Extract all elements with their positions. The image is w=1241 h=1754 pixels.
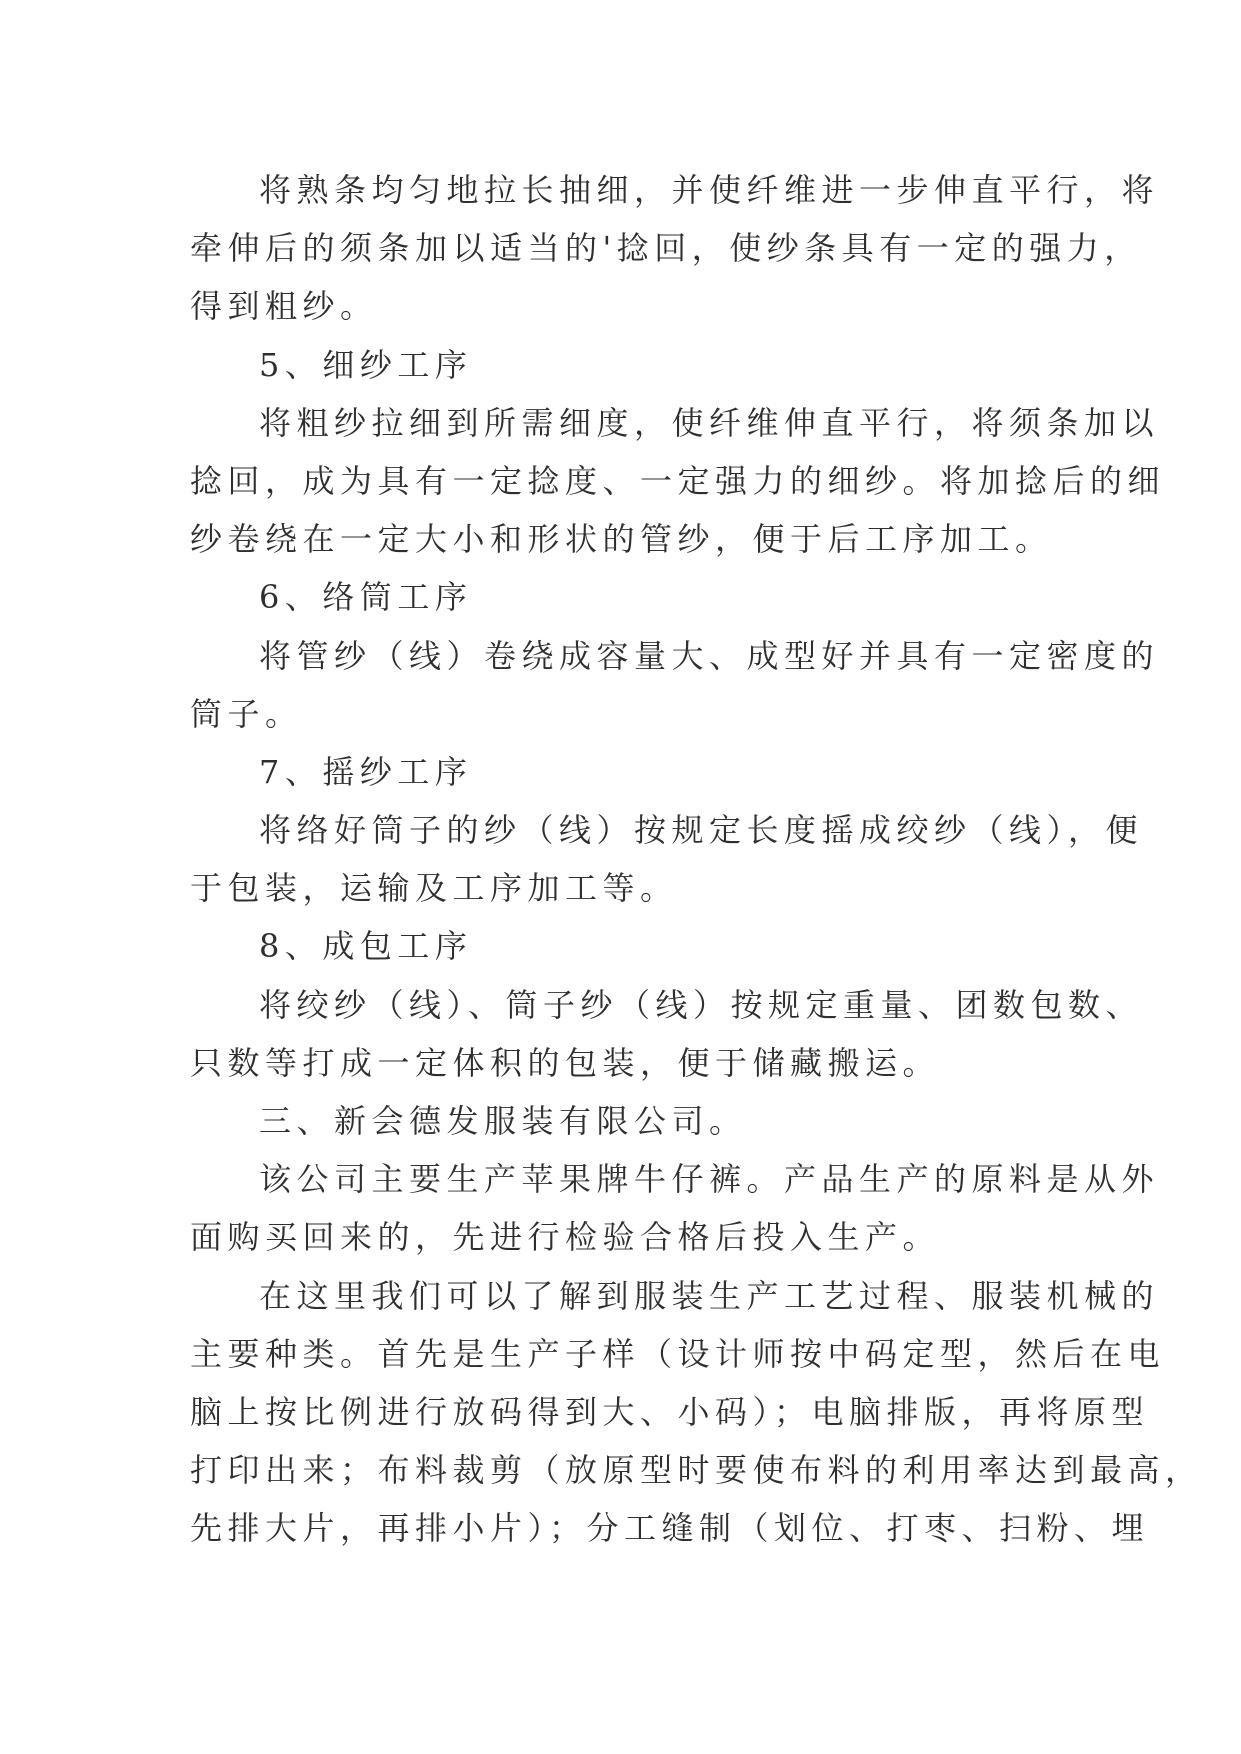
paragraph-line: 得到粗纱。: [190, 287, 378, 326]
paragraph-line: 该公司主要生产苹果牌牛仔裤。产品生产的原料是从外: [259, 1160, 1160, 1199]
paragraph-line: 打印出来；布料裁剪（放原型时要使布料的利用率达到最高，: [190, 1451, 1203, 1490]
section-heading-line: 6、络筒工序: [259, 578, 473, 617]
paragraph-line: 将绞纱（线）、筒子纱（线）按规定重量、团数包数、: [259, 985, 1144, 1024]
paragraph-line: 牵伸后的须条加以适当的'捻回，使纱条具有一定的强力，: [190, 229, 1142, 268]
paragraph-line: 只数等打成一定体积的包装，便于储藏搬运。: [190, 1043, 941, 1082]
paragraph-line: 于包装，运输及工序加工等。: [190, 869, 678, 908]
paragraph-line: 纱卷绕在一定大小和形状的管纱，便于后工序加工。: [190, 520, 1053, 559]
section-heading-line: 7、摇纱工序: [259, 752, 473, 791]
paragraph-line: 面购买回来的，先进行检验合格后投入生产。: [190, 1218, 941, 1257]
paragraph-line: 捻回，成为具有一定捻度、一定强力的细纱。将加捻后的细: [190, 461, 1166, 500]
paragraph-line: 将粗纱拉细到所需细度，使纤维伸直平行，将须条加以: [259, 403, 1160, 442]
section-heading-line: 三、新会德发服装有限公司。: [259, 1102, 747, 1140]
paragraph-line: 将管纱（线）卷绕成容量大、成型好并具有一定密度的: [259, 636, 1160, 675]
section-heading-line: 5、细纱工序: [259, 345, 473, 384]
paragraph-line: 将熟条均匀地拉长抽细，并使纤维进一步伸直平行，将: [259, 171, 1160, 209]
paragraph-line: 脑上按比例进行放码得到大、小码）；电脑排版，再将原型: [190, 1392, 1150, 1431]
section-heading-line: 8、成包工序: [259, 927, 473, 966]
paragraph-line: 主要种类。首先是生产子样（设计师按中码定型，然后在电: [190, 1334, 1166, 1373]
document-body: [190, 161, 1203, 1558]
paragraph-line: 先排大片，再排小片）；分工缝制（划位、打枣、扫粉、埋: [190, 1509, 1150, 1548]
paragraph-line: 筒子。: [190, 694, 303, 733]
paragraph-line: 将络好筒子的纱（线）按规定长度摇成绞纱（线），便: [259, 811, 1144, 850]
paragraph-line: 在这里我们可以了解到服装生产工艺过程、服装机械的: [259, 1276, 1160, 1315]
